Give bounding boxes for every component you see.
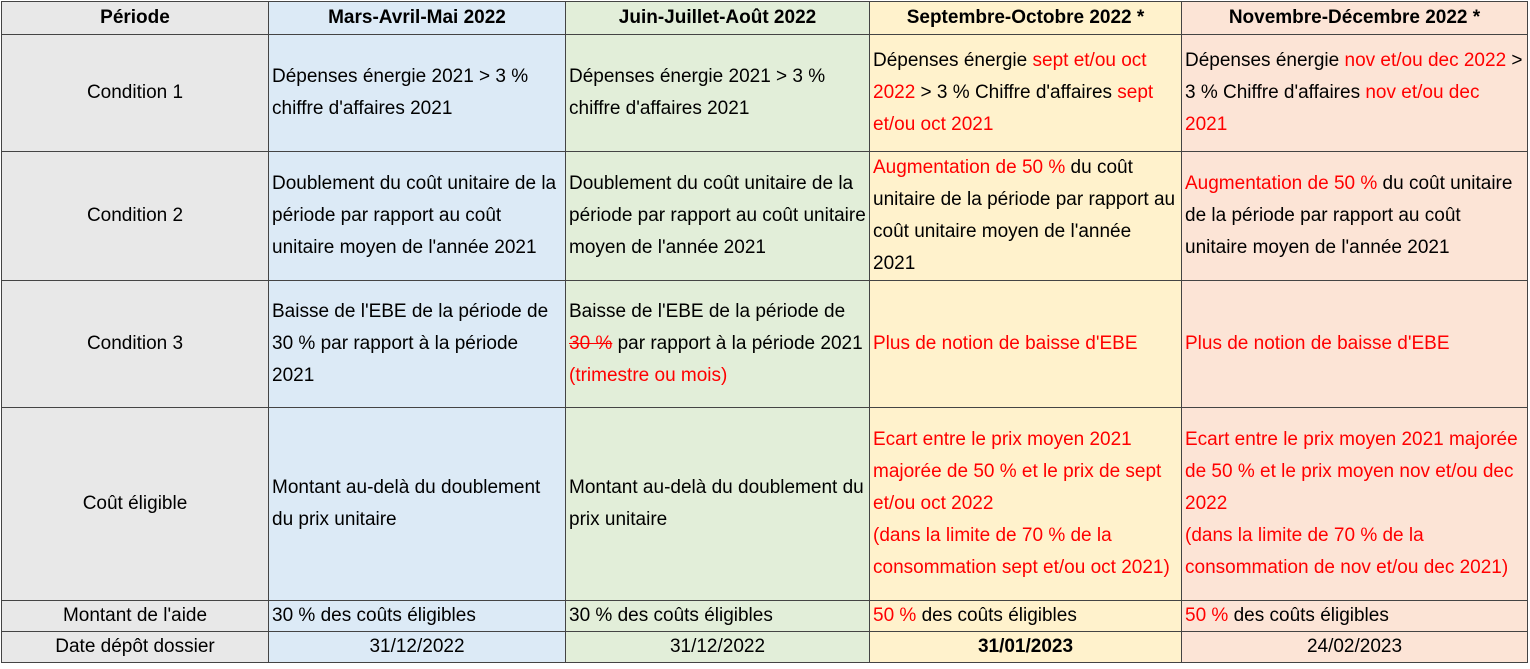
cell-p3: Dépenses énergie sept et/ou oct 2022 > 3 % Chiffre d'affaires sept et/ou oct 2021 bbox=[870, 35, 1182, 152]
header-novembre-decembre: Novembre-Décembre 2022 * bbox=[1182, 2, 1528, 35]
row-condition-1 bbox=[2, 35, 1528, 152]
row-condition-3 bbox=[2, 281, 1528, 408]
cell-p2: Montant au-delà du doublement du prix unitaire bbox=[566, 408, 870, 601]
cell-p4: Plus de notion de baisse d'EBE bbox=[1182, 281, 1528, 408]
row-cout-eligible bbox=[2, 408, 1528, 601]
row-condition-2 bbox=[2, 152, 1528, 281]
cell-p1: 31/12/2022 bbox=[269, 632, 566, 663]
cell-p1: Baisse de l'EBE de la période de 30 % par rapport à la période 2021 bbox=[269, 281, 566, 408]
row-label: Coût éligible bbox=[2, 408, 269, 601]
aid-comparison-table bbox=[1, 1, 1528, 663]
cell-p3: Ecart entre le prix moyen 2021 majorée de 50 % et le prix de sept et/ou oct 2022 (dans la limite de 70 % de la consommation sept et/ou oct 2021) bbox=[870, 408, 1182, 601]
header-row bbox=[2, 2, 1528, 35]
cell-p4: Dépenses énergie nov et/ou dec 2022 > 3 % Chiffre d'affaires nov et/ou dec 2021 bbox=[1182, 35, 1528, 152]
row-label: Condition 1 bbox=[2, 35, 269, 152]
header-periode: Période bbox=[2, 2, 269, 35]
cell-p2: Baisse de l'EBE de la période de 30 % par rapport à la période 2021 (trimestre ou mois) bbox=[566, 281, 870, 408]
cell-p4: 24/02/2023 bbox=[1182, 632, 1528, 663]
row-label: Condition 2 bbox=[2, 152, 269, 281]
cell-p4: Ecart entre le prix moyen 2021 majorée de 50 % et le prix moyen nov et/ou dec 2022 (dans la limite de 70 % de la consommation de nov et/ou dec 2021) bbox=[1182, 408, 1528, 601]
cell-p1: Dépenses énergie 2021 > 3 % chiffre d'affaires 2021 bbox=[269, 35, 566, 152]
row-montant-aide bbox=[2, 601, 1528, 632]
cell-p4: 50 % des coûts éligibles bbox=[1182, 601, 1528, 632]
header-juin-juillet-aout: Juin-Juillet-Août 2022 bbox=[566, 2, 870, 35]
row-label: Date dépôt dossier bbox=[2, 632, 269, 663]
header-septembre-octobre: Septembre-Octobre 2022 * bbox=[870, 2, 1182, 35]
cell-p1: 30 % des coûts éligibles bbox=[269, 601, 566, 632]
cell-p2: 31/12/2022 bbox=[566, 632, 870, 663]
cell-p3: Plus de notion de baisse d'EBE bbox=[870, 281, 1182, 408]
cell-p1: Montant au-delà du doublement du prix unitaire bbox=[269, 408, 566, 601]
cell-p3: Augmentation de 50 % du coût unitaire de la période par rapport au coût unitaire moyen de l'année 2021 bbox=[870, 152, 1182, 281]
row-label: Montant de l'aide bbox=[2, 601, 269, 632]
cell-p1: Doublement du coût unitaire de la période par rapport au coût unitaire moyen de l'année 2021 bbox=[269, 152, 566, 281]
cell-p3: 50 % des coûts éligibles bbox=[870, 601, 1182, 632]
cell-p3: 31/01/2023 bbox=[870, 632, 1182, 663]
cell-p4: Augmentation de 50 % du coût unitaire de la période par rapport au coût unitaire moyen de l'année 2021 bbox=[1182, 152, 1528, 281]
header-mars-avril-mai: Mars-Avril-Mai 2022 bbox=[269, 2, 566, 35]
cell-p2: 30 % des coûts éligibles bbox=[566, 601, 870, 632]
cell-p2: Dépenses énergie 2021 > 3 % chiffre d'affaires 2021 bbox=[566, 35, 870, 152]
cell-p2: Doublement du coût unitaire de la période par rapport au coût unitaire moyen de l'année 2021 bbox=[566, 152, 870, 281]
row-date-depot bbox=[2, 632, 1528, 663]
row-label: Condition 3 bbox=[2, 281, 269, 408]
